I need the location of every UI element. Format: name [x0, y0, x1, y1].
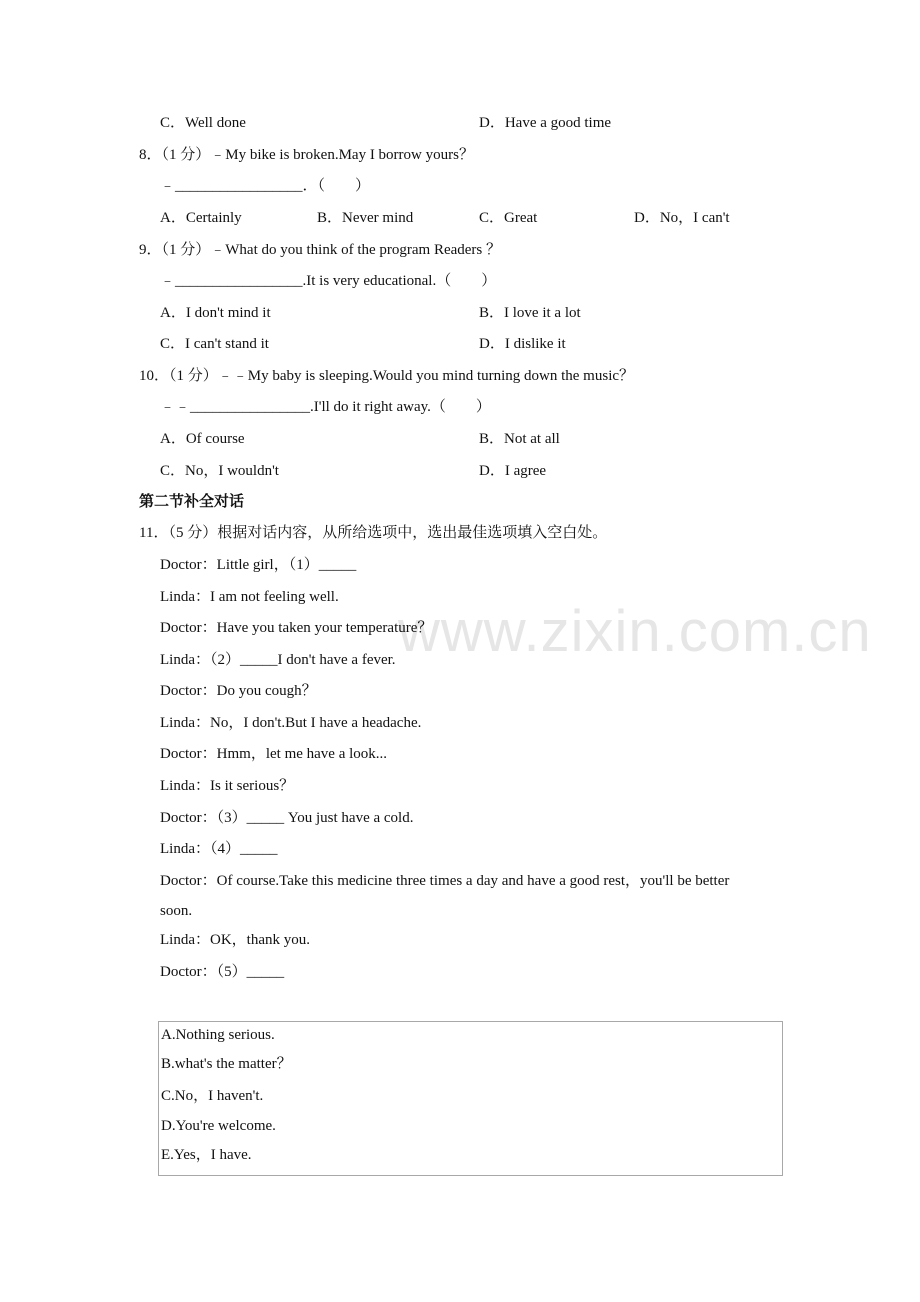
q8-option-d: D．No，I can't [634, 210, 730, 226]
dialogue-line: Doctor：（3）_____ You just have a cold. [160, 810, 414, 826]
choice-a: A.Nothing serious. [161, 1027, 275, 1043]
dialogue-line: Doctor：Have you taken your temperature？ [160, 620, 433, 636]
q11-stem: 11．（5 分）根据对话内容，从所给选项中，选出最佳选项填入空白处。 [139, 525, 608, 541]
q10-blank-line: ﹣﹣________________.I'll do it right away.（ ） [160, 399, 491, 415]
dialogue-line: Doctor：Of course.Take this medicine three times a day and have a good rest，you'll be better [160, 873, 730, 889]
dialogue-line: Linda：No，I don't.But I have a headache. [160, 715, 422, 731]
dialogue-line: Linda：Is it serious？ [160, 778, 295, 794]
choice-b: B.what's the matter？ [161, 1056, 292, 1072]
dialogue-line: Doctor：Hmm，let me have a look... [160, 746, 388, 762]
section-title: 第二节补全对话 [139, 494, 245, 510]
choice-e: E.Yes，I have. [161, 1147, 252, 1163]
dialogue-line: Linda：OK，thank you. [160, 932, 310, 948]
dialogue-line: Linda：（4）_____ [160, 841, 278, 857]
q9-stem: 9．（1 分）﹣What do you think of the program Readers ？ [139, 242, 502, 258]
q8-stem: 8．（1 分）﹣My bike is broken.May I borrow yours？ [139, 147, 474, 163]
q10-option-c: C．No，I wouldn't [160, 463, 279, 479]
q10-option-b: B．Not at all [479, 431, 560, 447]
q8-blank-line: ﹣_________________．（ ） [160, 178, 371, 194]
q9-option-b: B．I love it a lot [479, 305, 581, 321]
dialogue-line: Doctor：（5）_____ [160, 964, 285, 980]
dialogue-line: Doctor：Do you cough？ [160, 683, 317, 699]
choice-c: C.No，I haven't. [161, 1088, 264, 1104]
q8-option-a: A．Certainly [160, 210, 242, 226]
q7-option-c: C．Well done [160, 115, 246, 131]
dialogue-line: Linda：I am not feeling well. [160, 589, 339, 605]
dialogue-line: Doctor：Little girl，（1）_____ [160, 557, 357, 573]
q9-option-c: C．I can't stand it [160, 336, 269, 352]
q9-option-d: D．I dislike it [479, 336, 566, 352]
q10-stem: 10．（1 分）﹣﹣My baby is sleeping.Would you mind turning down the music？ [139, 368, 635, 384]
q9-blank-line: ﹣_________________.It is very educational.（ ） [160, 273, 497, 289]
q8-option-c: C．Great [479, 210, 538, 226]
dialogue-line: soon. [160, 903, 193, 919]
q8-option-b: B．Never mind [317, 210, 414, 226]
dialogue-line: Linda：（2）_____I don't have a fever. [160, 652, 396, 668]
q7-option-d: D．Have a good time [479, 115, 612, 131]
watermark: www.zixin.com.cn [398, 599, 872, 664]
q9-option-a: A．I don't mind it [160, 305, 271, 321]
q10-option-a: A．Of course [160, 431, 245, 447]
q10-option-d: D．I agree [479, 463, 547, 479]
choice-d: D.You're welcome. [161, 1118, 276, 1134]
